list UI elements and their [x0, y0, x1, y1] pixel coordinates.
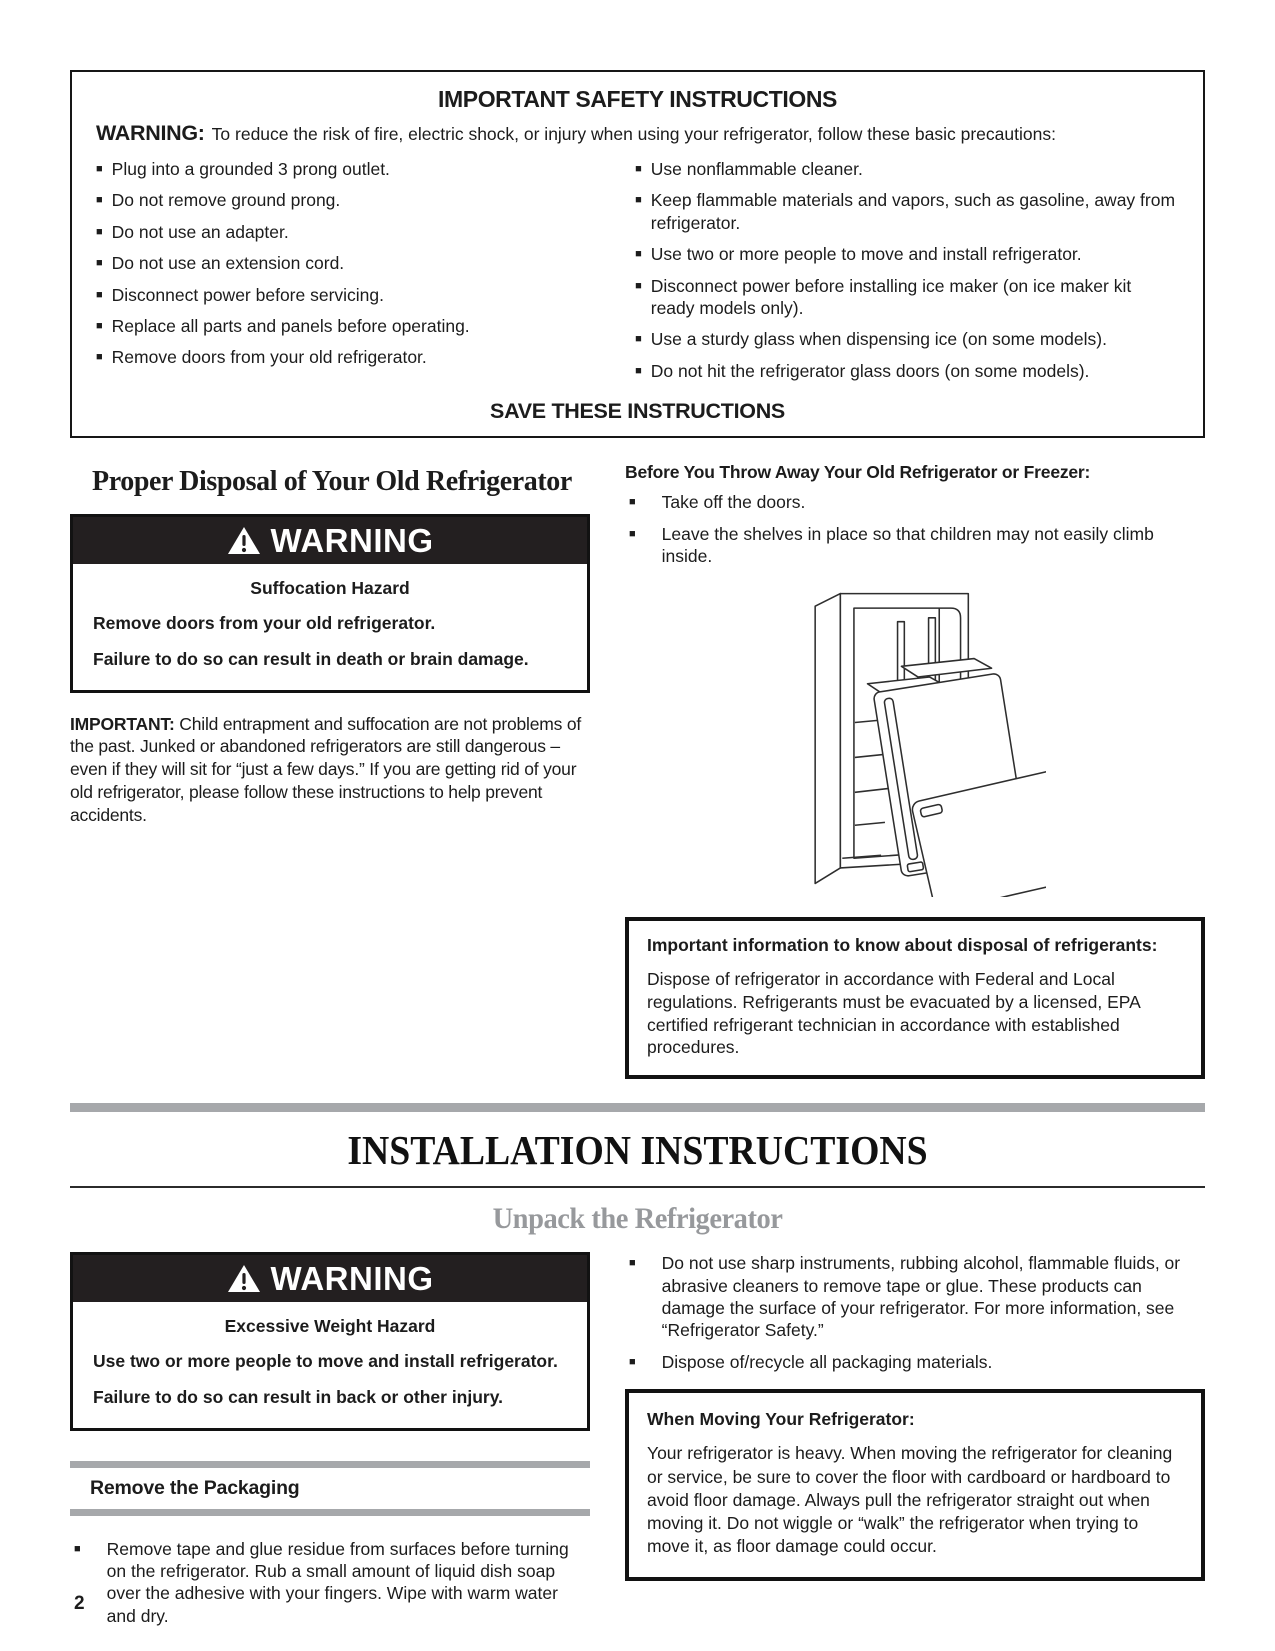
refrigerator-doors-removed-illustration [784, 581, 1046, 897]
warning-body [73, 1302, 587, 1428]
refrigerant-heading: Important information to know about disposal of refrigerants: [647, 935, 1158, 956]
packaging-list [70, 1538, 590, 1628]
page-number: 2 [74, 1593, 85, 1614]
warning-banner [73, 517, 587, 564]
section-divider-bar [70, 1103, 1205, 1112]
precaution-item: ■ Disconnect power before installing ice maker (on ice maker kit ready models only). [635, 275, 1179, 320]
warning-instruction: Remove doors from your old refrigerator. [93, 613, 436, 634]
precaution-item: ■ Remove doors from your old refrigerator. [96, 346, 609, 368]
unpack-section [70, 1252, 1205, 1636]
unpack-left-column [70, 1252, 590, 1636]
important-label: IMPORTANT: [70, 713, 175, 734]
precaution-list-right [635, 158, 1179, 391]
before-throw-heading: Before You Throw Away Your Old Refrigerator or Freezer: [625, 462, 1091, 483]
unpack-right-column [625, 1252, 1205, 1636]
precaution-item: ■ Do not hit the refrigerator glass doors (on some models). [635, 360, 1179, 382]
before-throw-item: ■ Take off the doors. [625, 491, 1205, 513]
precaution-item: ■ Do not remove ground prong. [96, 189, 609, 211]
unpack-item: ■ Do not use sharp instruments, rubbing alcohol, flammable fluids, or abrasive cleaners to remove tape or glue. These products can damage the surface of your refrigerator. For more information, see “Refrigerator Safety.” [625, 1252, 1205, 1342]
warning-banner-label: WARNING [270, 1259, 434, 1297]
moving-heading: When Moving Your Refrigerator: [647, 1409, 915, 1430]
packaging-item: ■ Remove tape and glue residue from surfaces before turning on the refrigerator. Rub a small amount of liquid dish soap over the adhesive with your fingers. Wipe with warm water and dry. [70, 1538, 590, 1628]
unpack-list [625, 1252, 1205, 1373]
fridge-illustration-wrap [625, 581, 1205, 897]
refrigerant-text: Dispose of refrigerator in accordance with Federal and Local regulations. Refrigerants must be evacuated by a licensed, EPA certified refrigerant technician in accordance with established procedures. [647, 969, 1140, 1058]
disposal-left-column [70, 462, 590, 1079]
important-note [70, 713, 590, 827]
warning-banner-label: WARNING [270, 521, 434, 559]
disposal-section [70, 462, 1205, 1079]
precaution-item: ■ Use two or more people to move and install refrigerator. [635, 243, 1179, 265]
save-instructions-footer: SAVE THESE INSTRUCTIONS [490, 399, 785, 424]
installation-underline [70, 1186, 1205, 1188]
installation-title: INSTALLATION INSTRUCTIONS [347, 1127, 928, 1174]
warning-consequence: Failure to do so can result in death or brain damage. [93, 648, 529, 669]
precaution-item: ■ Plug into a grounded 3 prong outlet. [96, 158, 609, 180]
disposal-heading: Proper Disposal of Your Old Refrigerator [92, 466, 572, 498]
before-throw-list [625, 491, 1205, 567]
unpack-subtitle: Unpack the Refrigerator [492, 1202, 783, 1236]
precaution-item: ■ Keep flammable materials and vapors, such as gasoline, away from refrigerator. [635, 189, 1179, 234]
hazard-title: Suffocation Hazard [250, 578, 410, 599]
warning-triangle-icon [227, 1264, 261, 1294]
hazard-title: Excessive Weight Hazard [224, 1316, 436, 1337]
weight-warning-box [70, 1252, 590, 1431]
warning-banner [73, 1255, 587, 1302]
remove-packaging-heading: Remove the Packaging [70, 1461, 590, 1516]
warning-text: To reduce the risk of fire, electric shock, or injury when using your refrigerator, follow these basic precautions: [211, 124, 1056, 144]
precaution-item: ■ Do not use an adapter. [96, 221, 609, 243]
unpack-item: ■ Dispose of/recycle all packaging materials. [625, 1351, 1205, 1373]
disposal-right-column [625, 462, 1205, 1079]
warning-label: WARNING: [96, 121, 205, 145]
important-text: Child entrapment and suffocation are not problems of the past. Junked or abandoned refrigerators are still dangerous – even if they will sit for “just a few days.” If you are getting rid of your old refrigerator, please follow these instructions to help prevent accidents. [70, 713, 582, 825]
warning-triangle-icon [227, 526, 261, 556]
before-throw-item: ■ Leave the shelves in place so that children may not easily climb inside. [625, 523, 1205, 568]
warning-body [73, 564, 587, 690]
precaution-columns [96, 158, 1179, 391]
precaution-item: ■ Replace all parts and panels before operating. [96, 315, 609, 337]
warning-statement [96, 121, 1179, 146]
refrigerant-info-box [625, 917, 1205, 1079]
precaution-item: ■ Do not use an extension cord. [96, 252, 609, 274]
precaution-item: ■ Use nonflammable cleaner. [635, 158, 1179, 180]
safety-instructions-box [70, 70, 1205, 438]
precaution-item: ■ Disconnect power before servicing. [96, 284, 609, 306]
warning-consequence: Failure to do so can result in back or other injury. [93, 1386, 504, 1407]
safety-box-title: IMPORTANT SAFETY INSTRUCTIONS [438, 86, 837, 112]
suffocation-warning-box [70, 514, 590, 693]
precaution-list-left [96, 158, 609, 391]
moving-text: Your refrigerator is heavy. When moving the refrigerator for cleaning or service, be sure to cover the floor with cardboard or hardboard to avoid floor damage. Always pull the refrigerator straight out when moving it. Do not wiggle or “walk” the refrigerator when trying to move it, as floor damage could occur. [647, 1443, 1173, 1557]
moving-info-box [625, 1389, 1205, 1581]
warning-instruction: Use two or more people to move and install refrigerator. [93, 1351, 558, 1372]
precaution-item: ■ Use a sturdy glass when dispensing ice (on some models). [635, 328, 1179, 350]
